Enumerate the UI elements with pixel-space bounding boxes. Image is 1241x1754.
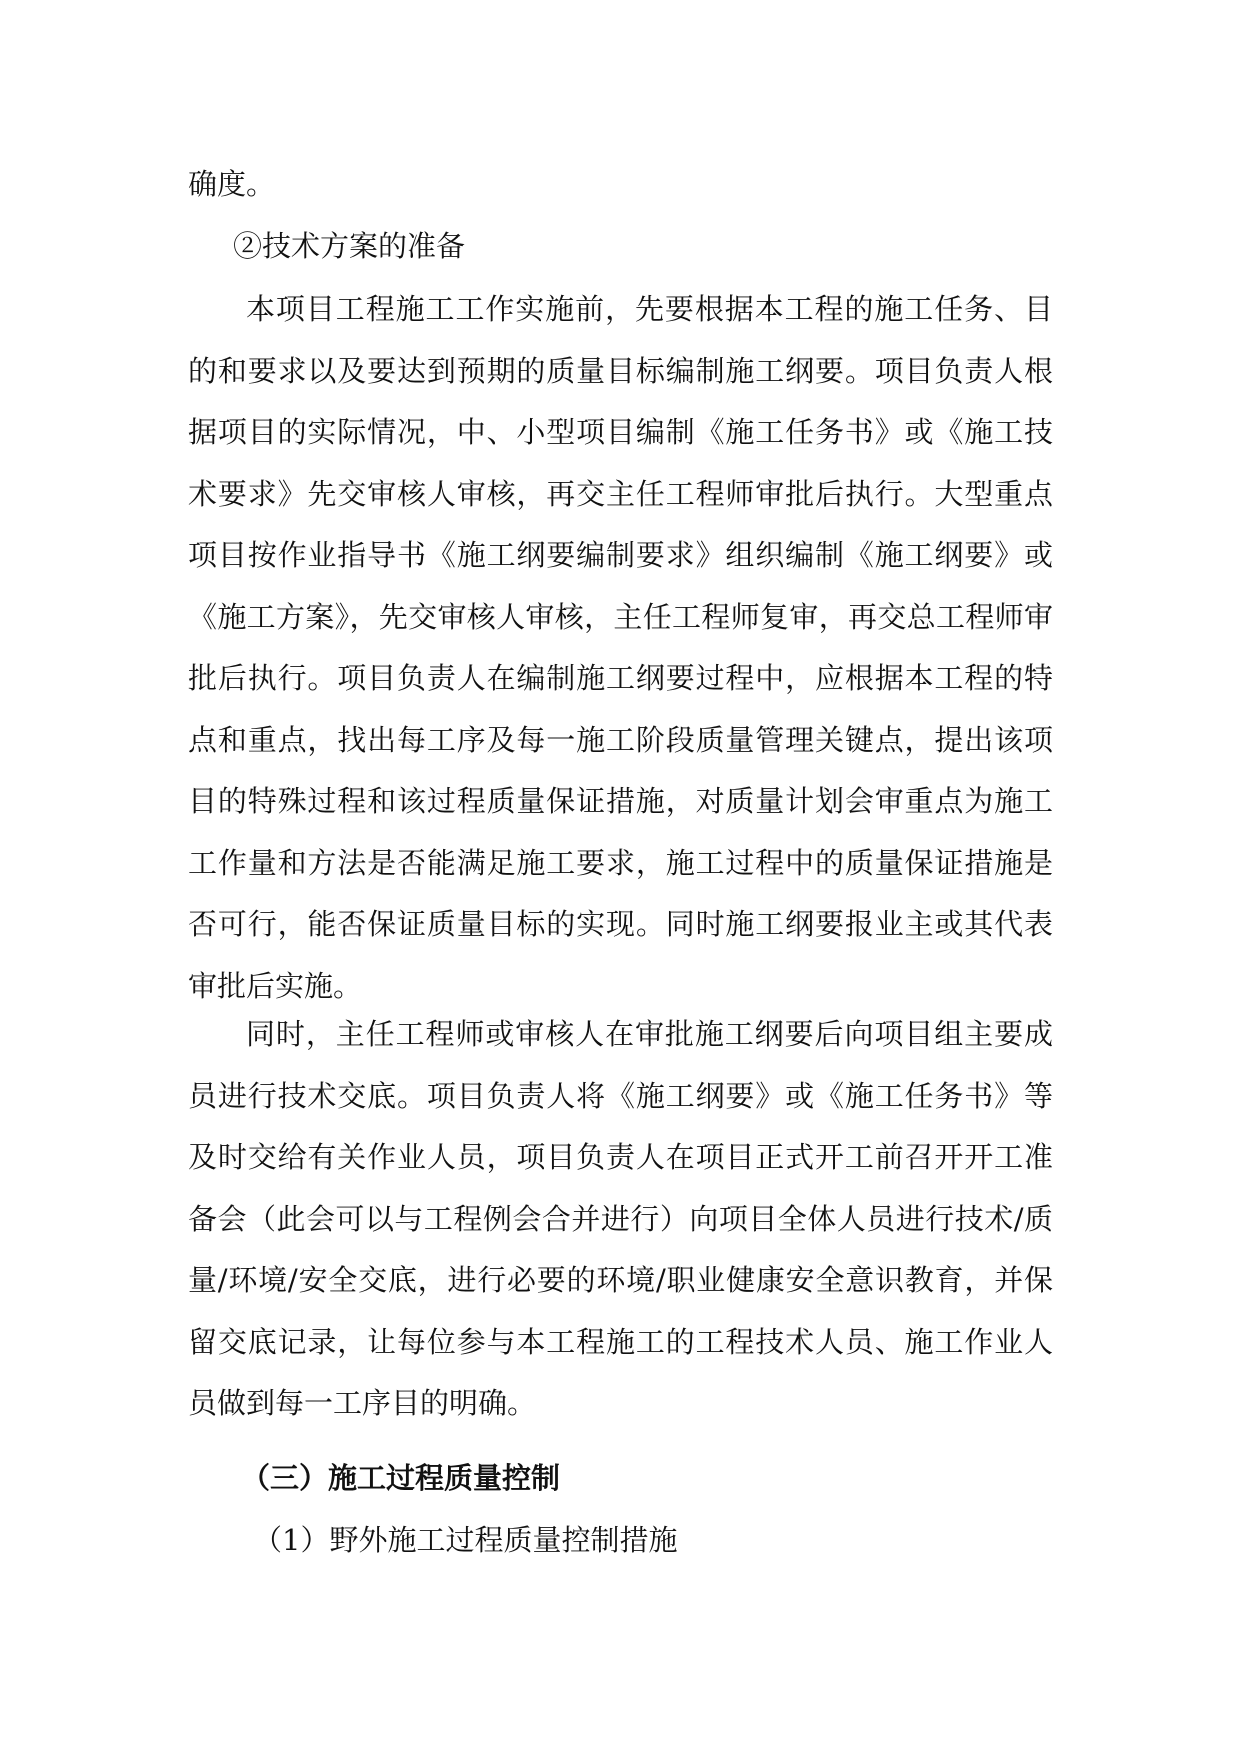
paragraph-continuation: 确度。 — [188, 167, 276, 201]
subsection-heading-field-measures: （1）野外施工过程质量控制措施 — [253, 1523, 678, 1557]
paragraph-construction-outline: 本项目工程施工工作实施前，先要根据本工程的施工任务、目的和要求以及要达到预期的质量目标编制施工纲要。项目负责人根据项目的实际情况，中、小型项目编制《施工任务书》或《施工技术要求》先交审核人审核，再交主任工程师审批后执行。大型重点项目按作业指导书《施工纲要编制要求》组织编制《施工纲要》或《施工方案》，先交审核人审核，主任工程师复审，再交总工程师审批后执行。项目负责人在编制施工纲要过程中，应根据本工程的特点和重点，找出每工序及每一施工阶段质量管理关键点，提出该项目的特殊过程和该过程质量保证措施，对质量计划会审重点为施工工作量和方法是否能满足施工要求，施工过程中的质量保证措施是否可行，能否保证质量目标的实现。同时施工纲要报业主或其代表审批后实施。 — [188, 292, 1053, 1003]
section-heading-quality-control: （三）施工过程质量控制 — [241, 1461, 561, 1495]
paragraph-technical-briefing: 同时，主任工程师或审核人在审批施工纲要后向项目组主要成员进行技术交底。项目负责人将《施工纲要》或《施工任务书》等及时交给有关作业人员，项目负责人在项目正式开工前召开开工准备会（此会可以与工程例会合并进行）向项目全体人员进行技术/质量/环境/安全交底，进行必要的环境/职业健康安全意识教育，并保留交底记录，让每位参与本工程施工的工程技术人员、施工作业人员做到每一工序目的明确。 — [188, 1017, 1053, 1420]
subheading-technical-plan: ②技术方案的准备 — [233, 229, 466, 263]
